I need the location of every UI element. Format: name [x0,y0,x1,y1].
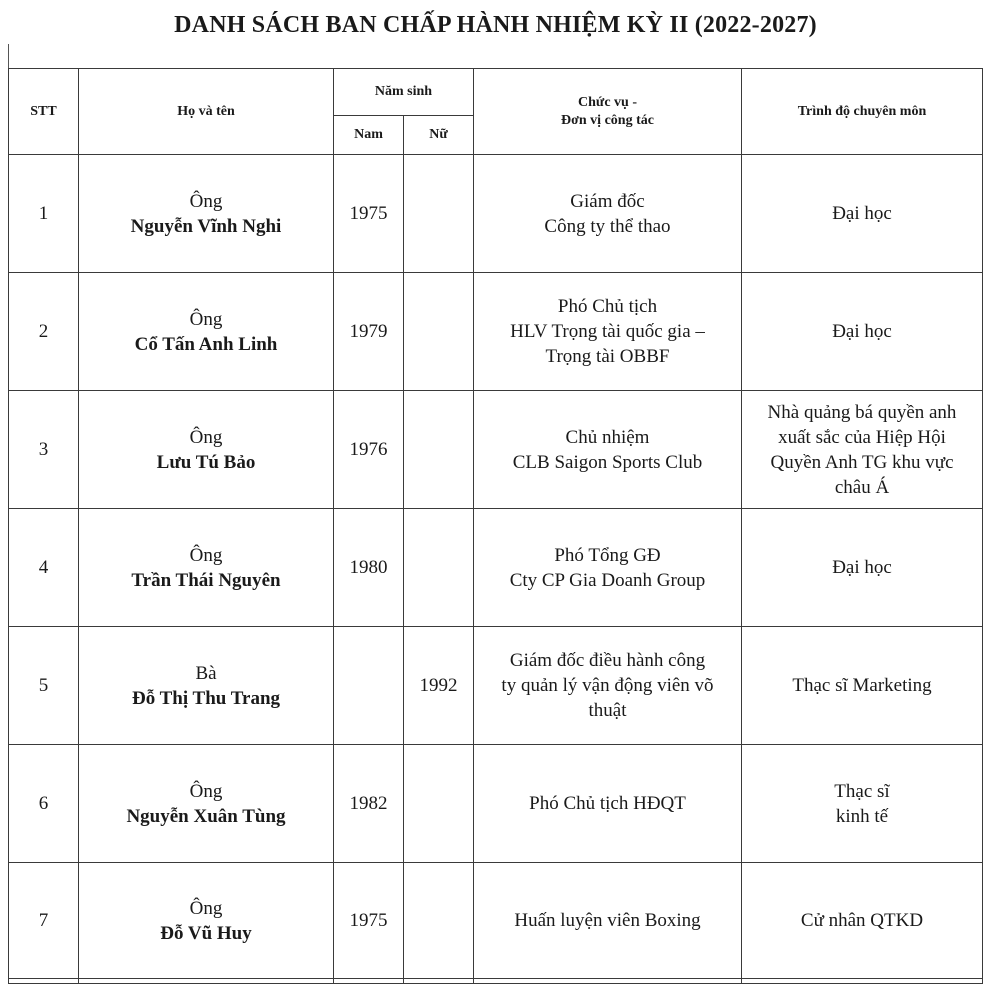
qualification-line: Cử nhân QTKD [800,910,924,931]
cutoff-cell [474,979,742,984]
stt-cell: 4 [9,509,79,627]
position-cell [474,509,742,627]
member-name-cell [79,509,334,627]
table-row [9,745,983,863]
member-name-cell [79,155,334,273]
table-row [9,273,983,391]
position-cell [474,627,742,745]
member-honorific: Ông [189,308,223,330]
member-honorific: Ông [189,426,223,448]
stt-cell: 5 [9,627,79,745]
position-cell [474,155,742,273]
position-line: HLV Trọng tài quốc gia – [510,321,705,342]
margin-rule [8,44,9,68]
header-row [9,69,983,116]
position-line: ty quản lý vận động viên võ [501,675,714,696]
qualification-cell [742,509,983,627]
birth-year-female-cell [404,745,474,863]
birth-year-male-cell [334,627,404,745]
position-line: Huấn luyện viên Boxing [514,910,701,931]
member-name: Nguyễn Vĩnh Nghi [130,215,282,237]
qualification-cell [742,273,983,391]
member-name-cell [79,863,334,979]
qualification-line: Nhà quảng bá quyền anh [767,401,957,423]
position-cell [474,273,742,391]
header-stt: STT [9,69,79,155]
member-honorific: Ông [189,897,223,919]
position-line: Phó Chủ tịch [557,296,658,317]
table-row [9,863,983,979]
table-row [9,155,983,273]
qualification-line: xuất sắc của Hiệp Hội [778,426,946,448]
header-male: Nam [334,116,404,155]
position-line: thuật [588,700,627,721]
cutoff-cell [742,979,983,984]
position-cell [474,863,742,979]
position-cell [474,391,742,509]
member-name: Đỗ Thị Thu Trang [131,687,281,709]
qualification-line: Đại học [832,203,892,224]
header-female: Nữ [404,116,474,155]
qualification-cell [742,745,983,863]
table-row [9,509,983,627]
qualification-line: Thạc sĩ [834,780,890,802]
header-name: Họ và tên [79,69,334,155]
birth-year-female-cell [404,155,474,273]
header-birth-year: Năm sinh [334,69,474,116]
birth-year-female-cell [404,509,474,627]
table-row [9,391,983,509]
header-position [474,69,742,155]
cutoff-cell [9,979,79,984]
qualification-cell [742,863,983,979]
position-line: Giám đốc [570,190,645,212]
qualification-line: kinh tế [835,805,889,827]
member-name: Trần Thái Nguyên [131,569,281,591]
position-cell [474,745,742,863]
qualification-line: Quyền Anh TG khu vực [770,451,954,473]
birth-year-female-cell [404,391,474,509]
member-name-cell [79,627,334,745]
header-qualification: Trình độ chuyên môn [742,69,983,155]
cutoff-cell [404,979,474,984]
table-row [9,627,983,745]
position-line: Phó Tổng GĐ [554,544,661,566]
qualification-cell [742,627,983,745]
position-line: Trọng tài OBBF [545,346,670,367]
member-name: Lưu Tú Bảo [156,451,256,473]
stt-cell: 7 [9,863,79,979]
member-honorific: Ông [189,544,223,566]
member-name: Nguyễn Xuân Tùng [126,805,286,827]
position-line: Chủ nhiệm [565,426,650,448]
member-name-cell [79,273,334,391]
member-name-cell [79,745,334,863]
stt-cell: 2 [9,273,79,391]
cutoff-cell [79,979,334,984]
birth-year-female-cell [404,863,474,979]
table-row-cutoff [9,979,983,984]
executive-committee-table [8,68,983,984]
birth-year-male-cell: 1979 [334,273,404,391]
member-honorific: Ông [189,780,223,802]
birth-year-male-cell: 1976 [334,391,404,509]
position-line: Cty CP Gia Doanh Group [509,569,706,591]
member-name: Cổ Tấn Anh Linh [134,333,278,355]
stt-cell: 3 [9,391,79,509]
position-line: CLB Saigon Sports Club [512,451,703,473]
qualification-line: châu Á [834,476,890,498]
birth-year-female-cell [404,273,474,391]
position-line: Phó Chủ tịch HĐQT [529,793,686,814]
birth-year-male-cell: 1975 [334,155,404,273]
qualification-line: Đại học [832,321,892,342]
stt-cell: 6 [9,745,79,863]
birth-year-male-cell: 1980 [334,509,404,627]
member-honorific: Bà [195,662,217,684]
qualification-cell [742,155,983,273]
stt-cell: 1 [9,155,79,273]
document-title: DANH SÁCH BAN CHẤP HÀNH NHIỆM KỲ II (2022-2027) [174,12,817,38]
table-header [9,69,983,155]
birth-year-female-cell: 1992 [404,627,474,745]
header-position-line: Chức vụ - [578,94,637,110]
birth-year-male-cell: 1982 [334,745,404,863]
table-body [9,155,983,984]
qualification-line: Thạc sĩ Marketing [792,675,932,696]
position-line: Giám đốc điều hành công [509,650,706,671]
birth-year-male-cell: 1975 [334,863,404,979]
position-line: Công ty thể thao [544,215,671,237]
member-honorific: Ông [189,190,223,212]
member-name-cell [79,391,334,509]
cutoff-cell [334,979,404,984]
header-position-line: Đơn vị công tác [561,112,654,128]
qualification-cell [742,391,983,509]
qualification-line: Đại học [832,557,892,578]
member-name: Đỗ Vũ Huy [160,922,252,944]
